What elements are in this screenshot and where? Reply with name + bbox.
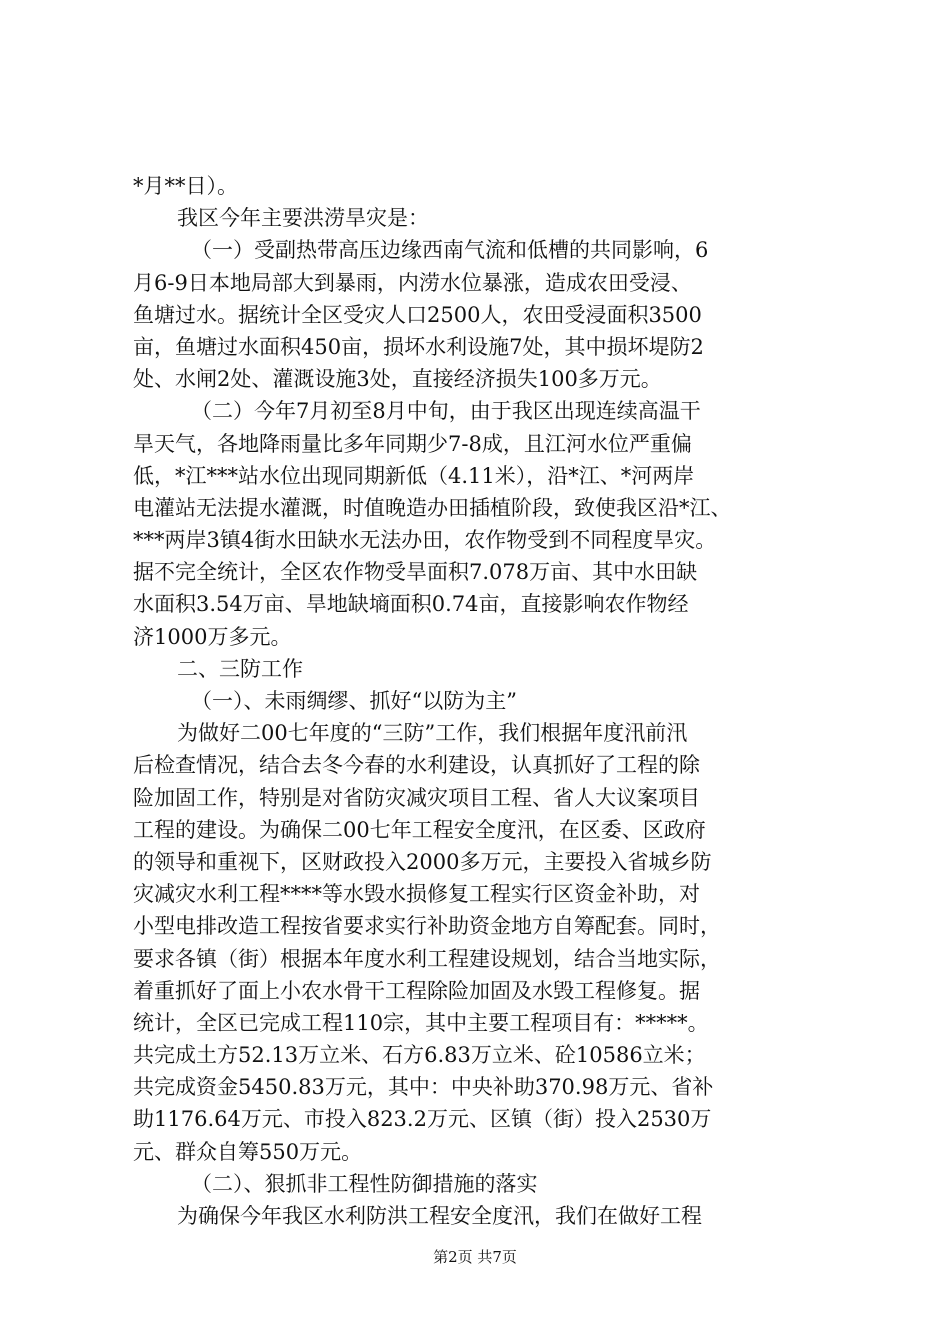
text-line: 灾减灾水利工程****等水毁水损修复工程实行区资金补助，对 [133,882,700,907]
text-line: 济1000万多元。 [133,624,292,649]
text-line: 小型电排改造工程按省要求实行补助资金地方自筹配套。同时， [133,914,721,939]
text-line: 统计，全区已完成工程110宗，其中主要工程项目有：*****。 [133,1010,709,1035]
text-line: 电灌站无法提水灌溉，时值晚造办田插植阶段，致使我区沿*江、 [133,495,732,520]
text-line: 旱天气，各地降雨量比多年同期少7-8成，且江河水位严重偏 [133,431,692,456]
text-line: 助1176.64万元、市投入823.2万元、区镇（街）投入2530万 [133,1107,712,1132]
text-line: 着重抓好了面上小农水骨干工程除险加固及水毁工程修复。据 [133,978,700,1003]
text-line: 为做好二00七年度的“三防”工作，我们根据年度汛前汛 [177,721,688,746]
text-line: ***两岸3镇4街水田缺水无法办田，农作物受到不同程度旱灾。 [133,528,717,553]
text-line: 共完成土方52.13万立米、石方6.83万立米、砼10586立米； [133,1043,706,1068]
text-line: 险加固工作，特别是对省防灾减灾项目工程、省人大议案项目 [133,785,700,810]
text-line: 工程的建设。为确保二00七年工程安全度汛，在区委、区政府 [133,817,706,842]
text-line: 据不完全统计，全区农作物受旱面积7.078万亩、其中水田缺 [133,560,698,585]
page-footer: 第2页 共7页 [433,1248,517,1266]
text-line: （一）、未雨绸缪、抓好“以防为主” [191,689,517,713]
text-line: 为确保今年我区水利防洪工程安全度汛，我们在做好工程 [177,1204,702,1228]
text-line: 我区今年主要洪涝旱灾是： [177,206,429,231]
text-line: 元、群众自筹550万元。 [133,1139,363,1164]
text-line: 二、三防工作 [177,656,303,681]
text-line: （二）今年7月初至8月中旬，由于我区出现连续高温干 [191,399,701,424]
text-line: 低，*江***站水位出现同期新低（4.11米），沿*江、*河两岸 [133,463,695,488]
text-line: 要求各镇（街）根据本年度水利工程建设规划，结合当地实际， [133,946,721,971]
text-line: 亩，鱼塘过水面积450亩，损坏水利设施7处，其中损坏堤防2 [133,334,704,359]
text-line: 月6-9日本地局部大到暴雨，内涝水位暴涨，造成农田受浸、 [133,270,692,295]
text-line: 处、水闸2处、灌溉设施3处，直接经济损失100多万元。 [133,367,662,392]
document-body [133,170,833,1232]
text-line: （二）、狠抓非工程性防御措施的落实 [191,1171,538,1196]
text-line: 后检查情况，结合去冬今春的水利建设，认真抓好了工程的除 [133,753,700,778]
text-line: 的领导和重视下，区财政投入2000多万元，主要投入省城乡防 [133,849,712,874]
text-line: *月**日）。 [133,174,238,198]
text-line: 鱼塘过水。据统计全区受灾人口2500人，农田受浸面积3500 [133,302,702,327]
text-line: 共完成资金5450.83万元，其中：中央补助370.98万元、省补 [133,1075,714,1100]
text-line: （一）受副热带高压边缘西南气流和低槽的共同影响，6 [191,238,709,263]
text-line: 水面积3.54万亩、旱地缺墒面积0.74亩，直接影响农作物经 [133,592,689,617]
